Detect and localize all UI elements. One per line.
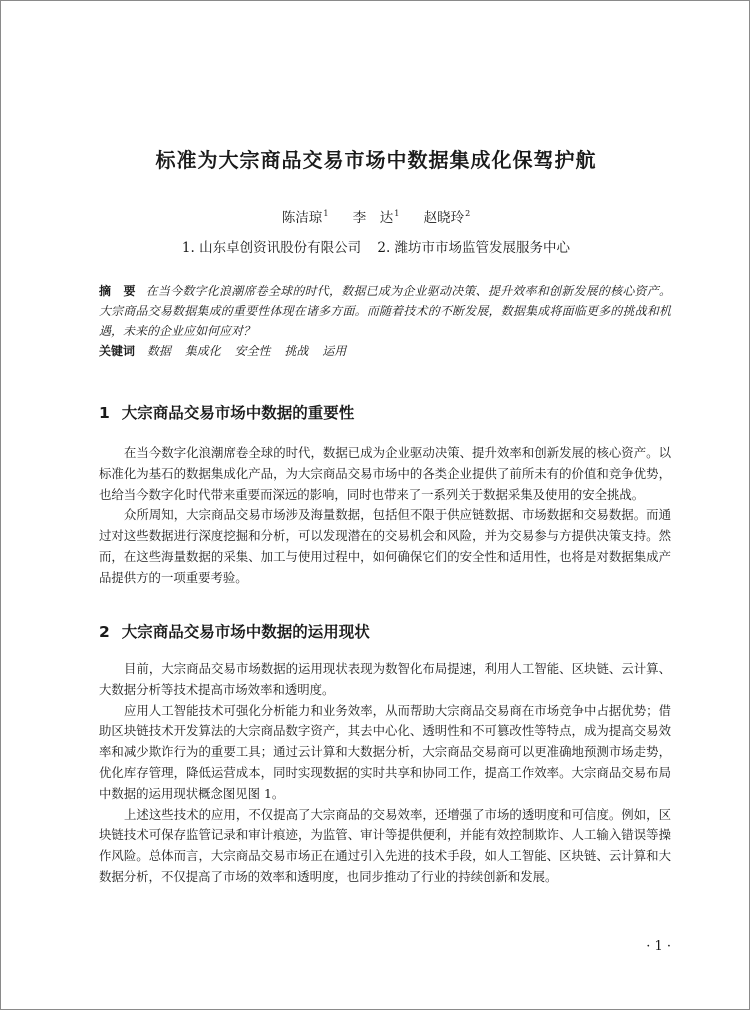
author-affil-mark: 2: [465, 209, 471, 218]
affiliation-list: [1, 236, 750, 256]
abstract-text: 在当今数字化浪潮席卷全球的时代，数据已成为企业驱动决策、提升效率和创新发展的核心资产。大宗商品交易数据集成的重要性体现在诸多方面。而随着技术的不断发展，数据集成将面临更多的挑战和机遇，未来的企业应如何应对？: [99, 284, 671, 338]
section-body: [99, 659, 671, 888]
section-title: 大宗商品交易市场中数据的重要性: [121, 404, 355, 422]
keyword: 集成化: [184, 344, 221, 358]
section-heading: [99, 401, 354, 423]
author: [424, 210, 471, 226]
author: [353, 210, 400, 226]
keyword: 挑战: [284, 344, 309, 358]
keyword: 数据: [146, 344, 171, 358]
page-number: · 1 ·: [646, 939, 671, 954]
section-number: 2: [99, 623, 110, 641]
paper-title: 标准为大宗商品交易市场中数据集成化保驾护航: [155, 148, 597, 172]
author: [282, 210, 329, 226]
paragraph: 众所周知，大宗商品交易市场涉及海量数据，包括但不限于供应链数据、市场数据和交易数据。而通过对这些数据进行深度挖掘和分析，可以发现潜在的交易机会和风险，并为交易参与方提供决策支持。然而，在这些海量数据的采集、加工与使用过程中，如何确保它们的安全性和适用性，也将是对数据集成产品提供方的一项重要考验。: [99, 507, 671, 585]
paragraph: 在当今数字化浪潮席卷全球的时代，数据已成为企业驱动决策、提升效率和创新发展的核心资产。以标准化为基石的数据集成化产品，为大宗商品交易市场中的各类企业提供了前所未有的价值和竞争优势，也给当今数字化时代带来重要而深远的影响，同时也带来了一系列关于数据采集及使用的安全挑战。: [99, 445, 671, 502]
author-name: 赵晓玲: [423, 210, 465, 226]
author-list: [1, 206, 750, 226]
author-name: 李 达: [352, 210, 394, 226]
author-name: 陈洁琼: [281, 210, 323, 226]
section-heading: [99, 620, 370, 642]
keyword: 安全性: [234, 344, 271, 358]
section-number: 1: [99, 404, 110, 422]
abstract: [99, 281, 671, 341]
paragraph: 应用人工智能技术可强化分析能力和业务效率，从而帮助大宗商品交易商在市场竞争中占据优势；借助区块链技术开发算法的大宗商品数字资产，其去中心化、透明性和不可篡改性等特点，成为提高交易效率和减少欺诈行为的重要工具；通过云计算和大数据分析，大宗商品交易商可以更准确地预测市场走势，优化库存管理，降低运营成本，同时实现数据的实时共享和协同工作，提高工作效率。大宗商品交易布局中数据的运用现状概念图见图 1。: [99, 702, 671, 801]
abstract-label: 摘 要: [99, 284, 136, 298]
keywords: [99, 341, 671, 361]
author-affil-mark: 1: [323, 209, 329, 218]
affiliation: 1. 山东卓创资讯股份有限公司: [181, 240, 362, 256]
paragraph: 目前，大宗商品交易市场数据的运用现状表现为数智化布局提速，利用人工智能、区块链、云计算、大数据分析等技术提高市场效率和透明度。: [99, 661, 671, 697]
affiliation: 2. 潍坊市市场监管发展服务中心: [377, 240, 571, 256]
keywords-label: 关键词: [99, 344, 136, 358]
paragraph: 上述这些技术的应用，不仅提高了大宗商品的交易效率，还增强了市场的透明度和可信度。例如，区块链技术可保存监管记录和审计痕迹，为监管、审计等提供便利，并能有效控制欺诈、人工输入错误等操作风险。总体而言，大宗商品交易市场正在通过引入先进的技术手段，如人工智能、区块链、云计算和大数据分析，不仅提高了市场的效率和透明度，也同步推动了行业的持续创新和发展。: [99, 806, 671, 884]
keyword: 运用: [322, 344, 347, 358]
author-affil-mark: 1: [394, 209, 400, 218]
section-title: 大宗商品交易市场中数据的运用现状: [121, 623, 370, 641]
section-body: [99, 443, 671, 589]
